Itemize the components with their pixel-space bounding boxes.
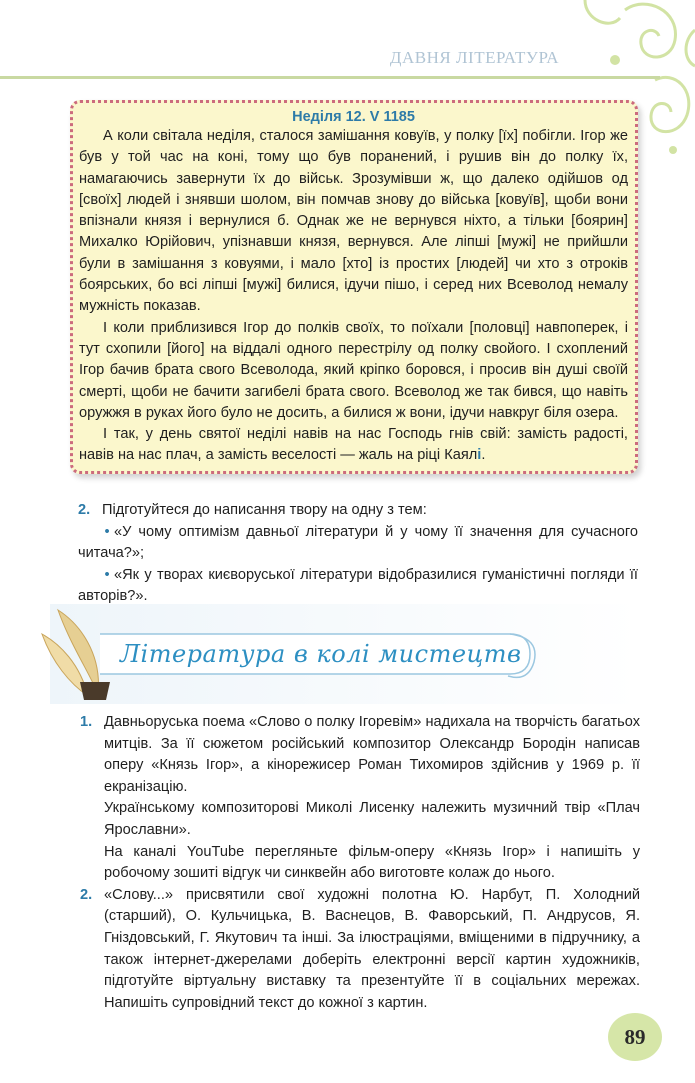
item-paragraph: Давньоруська поема «Слово о полку Ігоревім» надихала на творчість багатьох митців. За її сюжетом російський композитор Олександр Бородін написав оперу «Князь Ігор», а кінорежисер Роман Тихомиров здійснив у 1969 р. її екранізацію.	[104, 714, 640, 795]
topic-text: «У чому оптимізм давньої літератури й у чому її значення для сучасного читача?»;	[78, 523, 638, 561]
excerpt-paragraph: І коли приблизився Ігор до полків своїх, то поїхали [половці] навпоперек, і тут схопили [його] на віддалі одного перестрілу од полку свойого. І схоплений Ігор бачив брата свого Всеволода, який кріпко боровся, і просив він душі своїй смерті, щоби не бачити загибелі брата свого. Всеволод же так бився, що навіть оружжя в руках його було не досить, а билися ж вони, ідучи навкруг біля озера.	[79, 319, 628, 421]
task-2	[78, 500, 638, 608]
task-list	[80, 712, 640, 1014]
list-item	[80, 885, 640, 1015]
task-number: 2.	[78, 502, 91, 518]
header-rule	[0, 76, 660, 79]
task-intro: Підготуйтеся до написання твору на одну з тем:	[102, 502, 427, 518]
topic-text: «Як у творах києворуської літератури відобразилися гуманістичні погляди її авторів?».	[78, 566, 638, 604]
excerpt-heading: Неділя 12. V 1185	[292, 109, 415, 125]
excerpt-paragraph	[79, 424, 628, 467]
excerpt-last-letter: і	[477, 447, 482, 464]
item-number: 2.	[80, 886, 93, 903]
bullet-icon: •	[104, 523, 110, 540]
item-paragraph: «Слову...» присвятили свої художні полотна Ю. Нарбут, П. Холодний (старший), О. Кульчицька, В. Васнецов, В. Фаворський, П. Андрусов, Я. Гніздовський, Г. Якутович та інші. За ілюстраціями, вміщеними в підручнику, а також інтернет-джерелами доберіть електронні версії картин художників, підготуйте віртуальну виставку та презентуйте її в соціальних мережах. Напишіть супровідний текст до кожної з картин.	[104, 886, 640, 1011]
topic-item	[78, 522, 638, 565]
page-number: 89	[608, 1013, 662, 1061]
chapter-title: ДАВНЯ ЛІТЕРАТУРА	[389, 48, 559, 67]
item-paragraph: На каналі YouTube перегляньте фільм-оперу «Князь Ігор» і напишіть у робочому зошиті відгук чи синквейн або виготовте колаж до нього.	[104, 843, 640, 882]
list-item	[80, 712, 640, 885]
chronicle-excerpt	[70, 100, 638, 474]
excerpt-last-text: І так, у день святої неділі навів на нас Господь гнів свій: замість радості, навів на нас плач, а замість веселості — жаль на ріці Каял	[79, 426, 628, 464]
section-title: Література в колі мистецтв	[120, 640, 522, 668]
item-paragraph: Українському композиторові Миколі Лисенку належить музичний твір «Плач Ярославни».	[104, 800, 640, 838]
topic-item	[78, 565, 638, 608]
bullet-icon: •	[104, 566, 110, 583]
item-number: 1.	[80, 714, 93, 730]
excerpt-paragraph: А коли світала неділя, сталося замішання ковуїв, у полку [їх] побігли. Ігор же був у той час на коні, тому що був поранений, і рушив він до полку їх, намагаючись завернути їх до військ. Зрозумівши ж, що далеко одійшов од [своїх] людей і знявши шолом, він помчав знову до війська [ковуїв], щоби вони впізнали князя і вернулися б. Однак же не вернувся ніхто, а тільки [боярин] Михалко Юрійович, упізнавши князя, вернувся. Але ліпші [мужі] не прийшли були в замішання з ковуями, і мало [хто] із простих [людей] чи хто з отроків боярських, бо всі ліпші [мужі] билися, ідучи пішо, і серед них Всеволод немалу мужність показав.	[79, 128, 628, 315]
excerpt-last-end: .	[481, 447, 486, 464]
